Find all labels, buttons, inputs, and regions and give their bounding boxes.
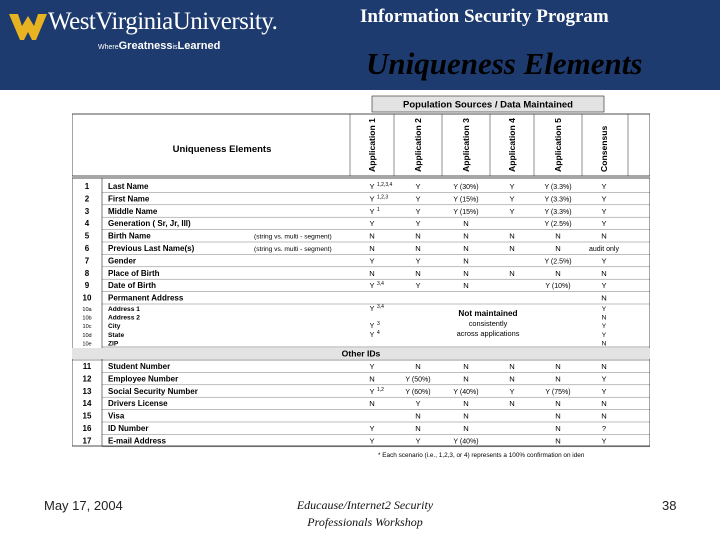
row-label: ID Number — [108, 424, 149, 433]
footer-workshop-line2: Professionals Workshop — [307, 515, 423, 529]
sub-row-number: 10a — [82, 307, 92, 313]
table-cell: N — [555, 424, 561, 433]
table-cell: Y (3.3%) — [544, 208, 572, 216]
table-cell: N — [463, 281, 469, 291]
table-cell: Y — [369, 219, 375, 229]
row-number: 12 — [82, 374, 92, 384]
table-header-frame — [72, 114, 650, 176]
table-cell: Y — [601, 281, 607, 291]
table-cell: Y — [369, 182, 375, 191]
cell-superscript: 4 — [377, 329, 380, 336]
row-number: 6 — [84, 244, 90, 253]
table-cell: N — [555, 362, 561, 371]
table-cell: N — [555, 399, 561, 409]
table-cell: Y (3.3%) — [544, 184, 572, 191]
footer-date: May 17, 2004 — [44, 498, 123, 513]
table-cell: Y (60%) — [405, 388, 431, 396]
column-header-5: Application 5 — [553, 118, 563, 172]
wvu-logo-icon — [8, 10, 48, 44]
table-cell: Y — [415, 219, 421, 229]
table-cell: N — [463, 374, 469, 384]
row-note: (string vs. multi - segment) — [254, 233, 332, 241]
table-cell: N — [555, 374, 561, 384]
table-cell: Y — [369, 424, 375, 433]
tagline-greatness: Greatness — [118, 40, 173, 52]
column-header-6: Consensus — [599, 125, 609, 172]
row-note: (string vs. multi - segment) — [254, 246, 332, 253]
tagline-where: Where — [98, 44, 119, 51]
table-cell: Y — [369, 386, 375, 396]
sub-row-consensus: Y — [601, 306, 607, 313]
row-label: Gender — [108, 256, 137, 266]
row-label: Visa — [108, 411, 125, 421]
table-cell: Y — [369, 281, 375, 291]
not-maintained-note: across applications — [456, 329, 520, 338]
table-cell: N — [463, 411, 469, 421]
table-cell: N — [555, 411, 561, 421]
sub-row-number: 10b — [82, 315, 92, 322]
row-label: Drivers License — [108, 399, 168, 409]
table-cell: Y — [415, 182, 421, 191]
table-cell: N — [463, 424, 469, 433]
footer-workshop — [270, 497, 460, 531]
table-cell: Y — [601, 219, 607, 229]
sub-row-label: State — [108, 331, 125, 339]
table-cell: Y (50%) — [405, 376, 431, 384]
table-cell: N — [415, 244, 421, 253]
row-number: 10 — [82, 293, 92, 303]
row-number: 13 — [82, 386, 92, 396]
table-cell: N — [601, 411, 607, 421]
table-cell: Y (2.5%) — [544, 258, 572, 266]
sub-row-label: ZIP — [108, 340, 119, 348]
sub-row-number: 10d — [82, 332, 92, 339]
row-number: 14 — [82, 399, 92, 409]
table-cell: N — [415, 231, 421, 241]
table-cell: Y (10%) — [545, 283, 571, 291]
row-label: E-mail Address — [108, 436, 166, 446]
table-cell: Y — [415, 256, 421, 266]
row-number: 11 — [82, 362, 92, 371]
sub-row-consensus: N — [601, 314, 607, 322]
row-label: Date of Birth — [108, 281, 156, 291]
table-cell: N — [509, 244, 515, 253]
row-number: 7 — [84, 256, 90, 266]
table-cell: Y — [601, 256, 607, 266]
column-header-2: Application 2 — [413, 118, 423, 172]
row-label: Middle Name — [108, 206, 158, 216]
uniqueness-section-label: Uniqueness Elements — [172, 144, 272, 155]
table-cell: Y (2.5%) — [544, 221, 572, 229]
cell-superscript: 1,2,3 — [377, 194, 389, 201]
population-band-label: Population Sources / Data Maintained — [403, 99, 573, 111]
table-cell: N — [555, 244, 561, 253]
table-cell: N — [509, 268, 515, 278]
row-number: 2 — [84, 194, 90, 204]
table-cell: Y — [369, 362, 375, 371]
table-cell: Y — [509, 386, 515, 396]
sub-row-label: City — [108, 323, 121, 331]
other-ids-label: Other IDs — [341, 348, 381, 359]
row-label: Previous Last Name(s) — [108, 244, 195, 253]
table-cell: N — [415, 362, 421, 371]
table-cell: Y — [369, 206, 375, 216]
cell-superscript: 3,4 — [377, 281, 384, 288]
sub-row-number: 10e — [82, 341, 92, 348]
table-cell: Y — [415, 281, 421, 291]
table-cell: Y — [601, 182, 607, 191]
table-cell: N — [463, 268, 469, 278]
row-label: Permanent Address — [108, 293, 184, 303]
table-cell: N — [463, 244, 469, 253]
table-cell: N — [601, 293, 607, 303]
university-tagline — [98, 40, 220, 52]
program-title: Information Security Program — [360, 6, 609, 27]
cell-superscript: 1 — [377, 206, 380, 213]
sub-row-app1: Y — [369, 306, 375, 313]
table-cell: N — [463, 256, 469, 266]
table-cell: Y — [509, 206, 515, 216]
uniqueness-table — [72, 94, 650, 472]
table-cell: Y (3.3%) — [544, 196, 572, 204]
table-cell: N — [463, 399, 469, 409]
row-number: 3 — [84, 206, 90, 216]
table-cell: Y (15%) — [453, 208, 479, 216]
tagline-is: is — [172, 44, 178, 51]
table-cell: N — [463, 231, 469, 241]
table-cell: Y — [509, 182, 515, 191]
row-label: Employee Number — [108, 374, 179, 384]
table-cell: Y — [601, 436, 607, 446]
cell-superscript: 1,2 — [377, 386, 384, 393]
table-cell: Y — [601, 386, 607, 396]
table-cell: N — [415, 424, 421, 433]
row-label: First Name — [108, 194, 150, 204]
sub-row-label: Address 2 — [108, 314, 140, 322]
table-cell: Y (30%) — [453, 184, 479, 191]
row-number: 9 — [84, 281, 90, 291]
column-header-4: Application 4 — [507, 118, 517, 172]
table-cell: audit only — [589, 246, 619, 253]
row-label: Social Security Number — [108, 386, 198, 396]
table-cell: N — [509, 231, 515, 241]
row-label: Place of Birth — [108, 268, 160, 278]
row-number: 16 — [82, 424, 92, 433]
cell-superscript: 3,4 — [377, 304, 384, 310]
row-label: Generation ( Sr, Jr, III) — [108, 219, 191, 229]
row-number: 17 — [82, 436, 92, 446]
table-cell: Y — [509, 194, 515, 204]
table-cell: Y (15%) — [453, 196, 479, 204]
table-cell: N — [463, 219, 469, 229]
sub-row-number: 10c — [82, 324, 92, 331]
table-cell: N — [509, 374, 515, 384]
table-cell: Y — [369, 436, 375, 446]
table-cell: N — [369, 268, 375, 278]
table-cell: N — [601, 268, 607, 278]
column-header-1: Application 1 — [367, 118, 377, 172]
table-cell: Y — [415, 399, 421, 409]
row-number: 5 — [84, 231, 90, 241]
table-cell: Y — [369, 256, 375, 266]
sub-row-label: Address 1 — [108, 306, 140, 313]
sub-row-consensus: Y — [601, 331, 607, 339]
not-maintained-note: consistently — [468, 319, 508, 328]
page-number: 38 — [662, 498, 677, 513]
slide-title: Uniqueness Elements — [366, 46, 643, 81]
row-label: Last Name — [108, 182, 149, 191]
sub-row-consensus: N — [601, 340, 607, 348]
row-number: 4 — [84, 219, 90, 229]
table-cell: N — [601, 231, 607, 241]
table-cell: Y (40%) — [453, 438, 479, 446]
sub-row-app1: Y — [369, 323, 375, 331]
table-cell: N — [369, 244, 375, 253]
row-label: Birth Name — [108, 231, 151, 241]
table-cell: ? — [601, 424, 607, 433]
table-cell: N — [601, 362, 607, 371]
table-cell: N — [369, 231, 375, 241]
cell-superscript: 3 — [377, 321, 380, 328]
row-number: 1 — [84, 182, 90, 191]
table-footnote: * Each scenario (i.e., 1,2,3, or 4) represents a 100% confirmation on iden — [378, 451, 585, 459]
table-cell: N — [555, 436, 561, 446]
table-cell: N — [555, 231, 561, 241]
tagline-learned: Learned — [177, 40, 221, 52]
table-cell: N — [463, 362, 469, 371]
row-label: Student Number — [108, 362, 171, 371]
table-cell: N — [415, 268, 421, 278]
table-cell: Y — [601, 206, 607, 216]
table-cell: Y (75%) — [545, 388, 571, 396]
cell-superscript: 1,2,3,4 — [377, 182, 393, 188]
table-cell: Y — [415, 436, 421, 446]
table-cell: Y — [601, 194, 607, 204]
university-name: WestVirginiaUniversity. — [48, 8, 278, 35]
table-cell: N — [369, 399, 375, 409]
table-cell: N — [509, 362, 515, 371]
table-cell: N — [555, 268, 561, 278]
table-cell: Y (40%) — [453, 388, 479, 396]
table-cell: Y — [601, 374, 607, 384]
column-header-3: Application 3 — [461, 118, 471, 172]
footer-workshop-line1: Educause/Internet2 Security — [296, 498, 434, 512]
sub-row-consensus: Y — [601, 323, 607, 331]
table-cell: N — [369, 374, 375, 384]
not-maintained-note: Not maintained — [458, 309, 518, 318]
table-cell: Y — [415, 206, 421, 216]
sub-row-app1: Y — [369, 331, 375, 339]
row-number: 15 — [82, 411, 92, 421]
table-cell: N — [509, 399, 515, 409]
uniqueness-table-svg — [72, 94, 650, 472]
table-cell: N — [601, 399, 607, 409]
row-number: 8 — [84, 268, 90, 278]
table-cell: Y — [415, 194, 421, 204]
table-cell: N — [415, 411, 421, 421]
table-cell: Y — [369, 194, 375, 204]
